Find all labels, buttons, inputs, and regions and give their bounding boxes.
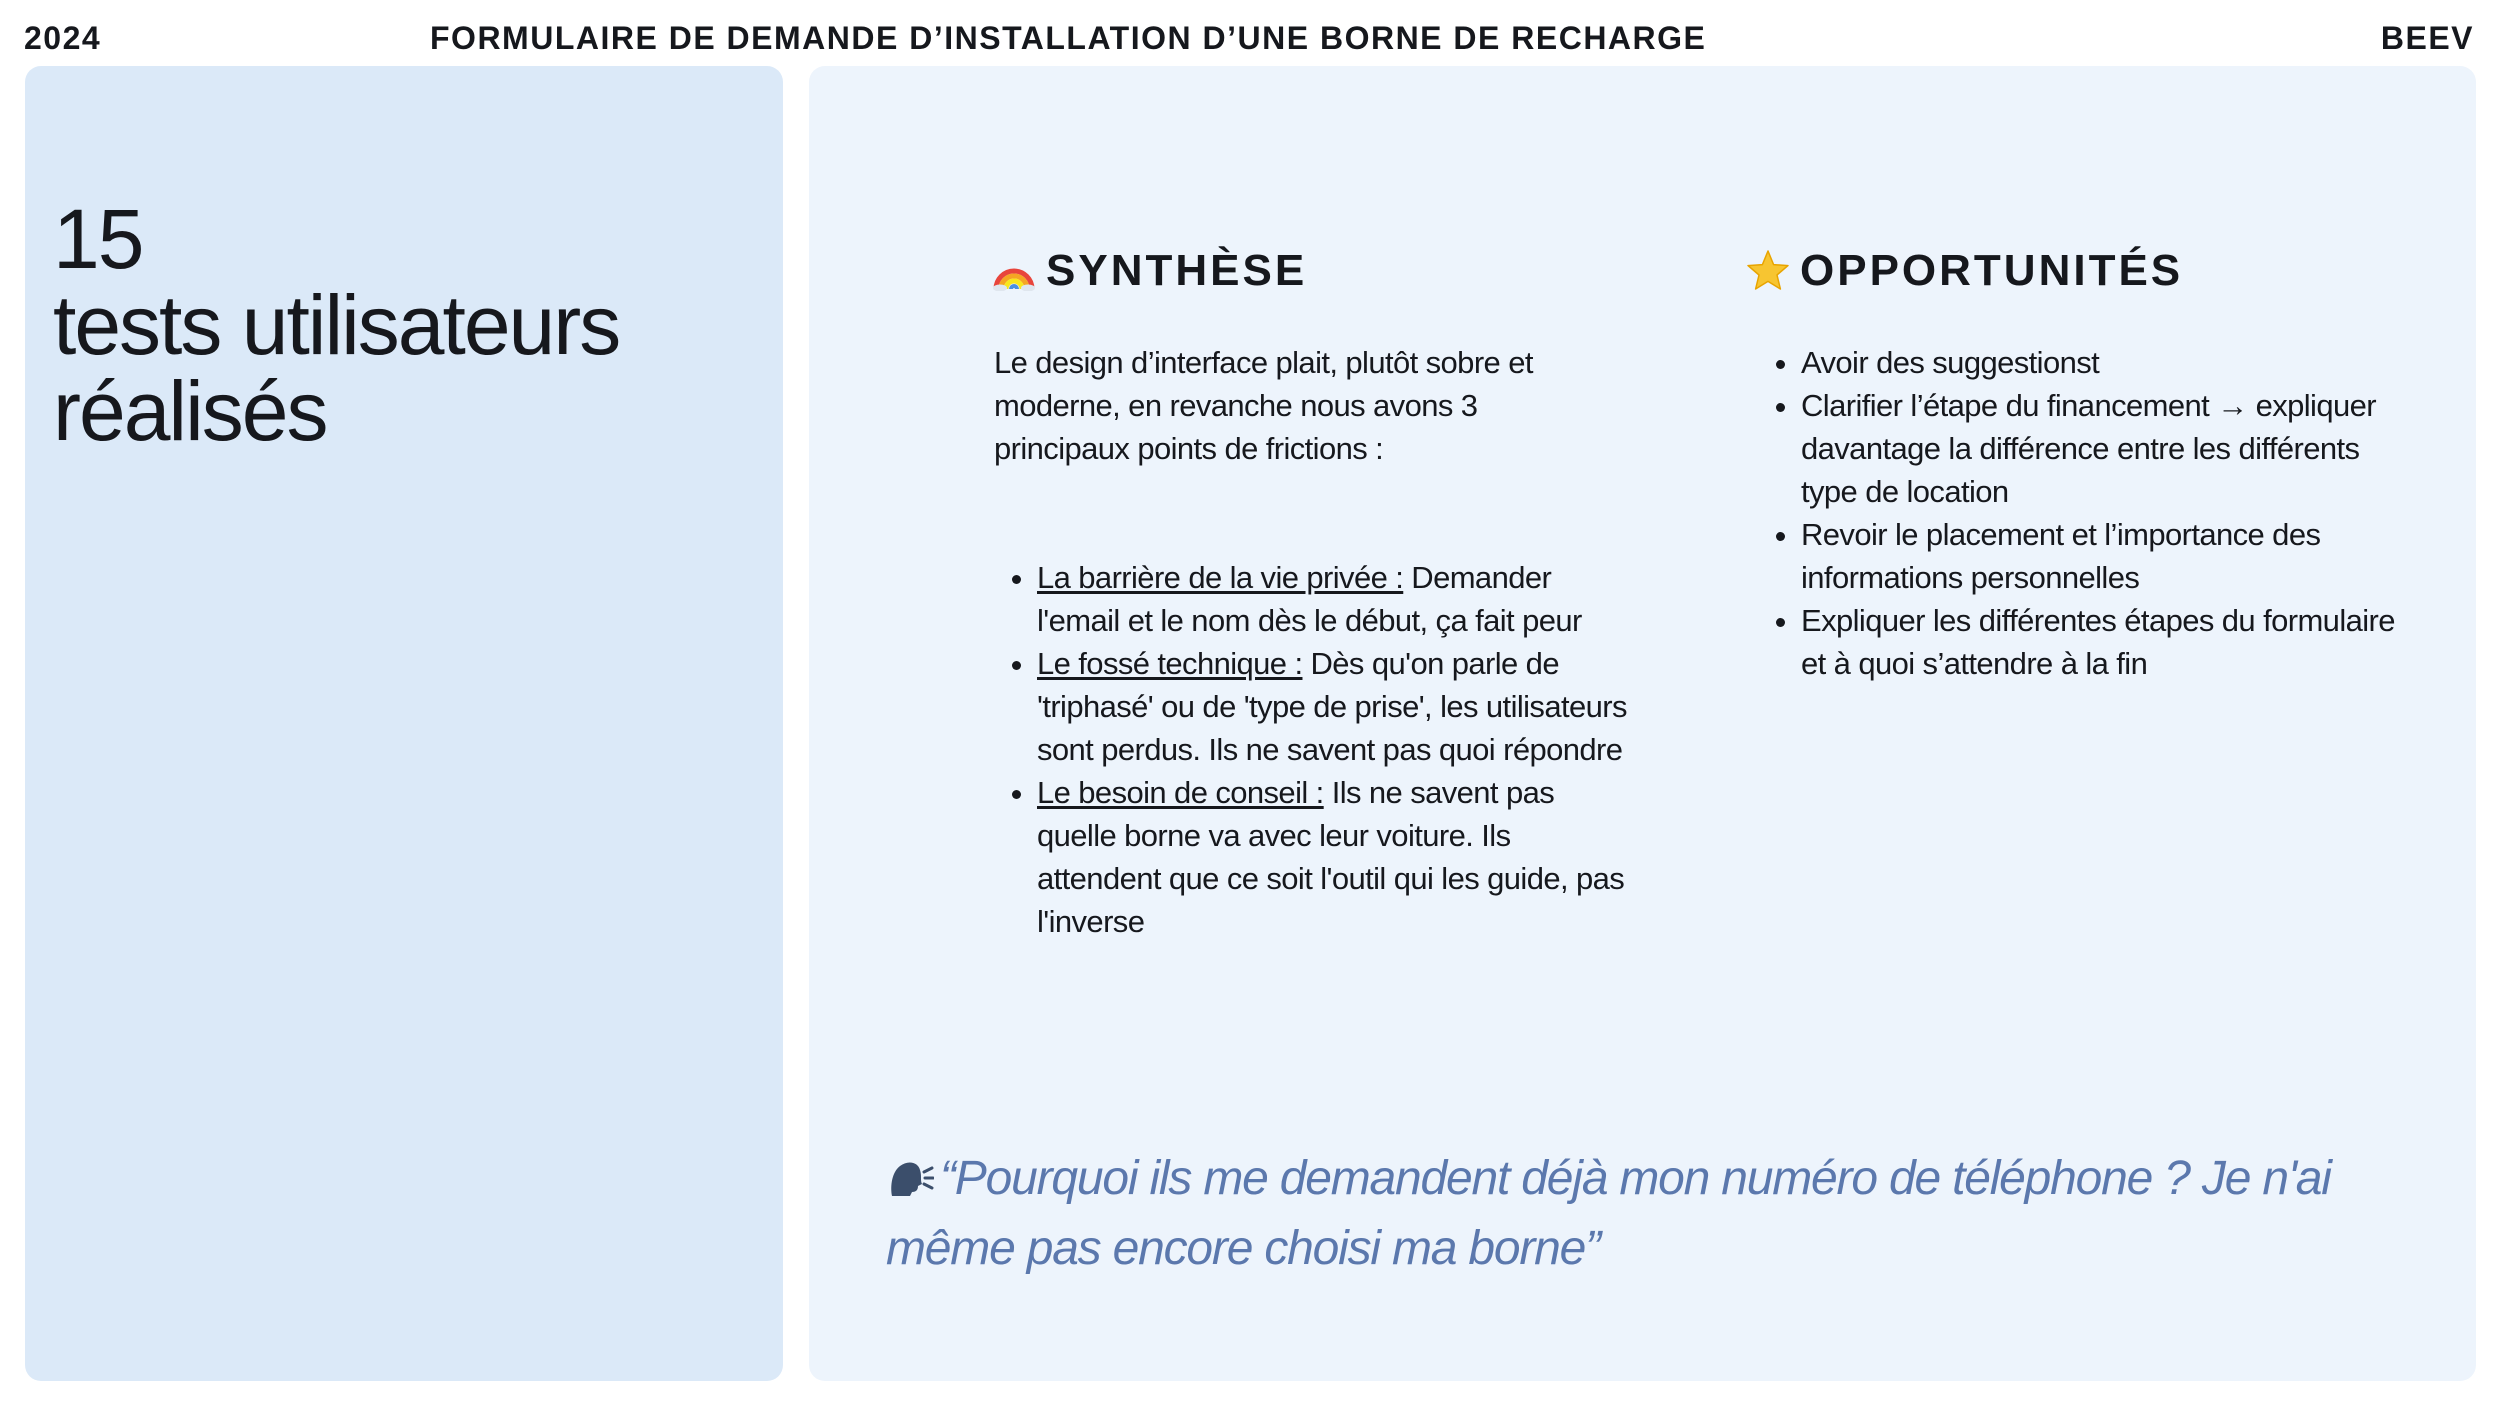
friction-list <box>994 556 1627 943</box>
speaking-head-icon <box>886 1148 934 1188</box>
stat-line-2: réalisés <box>53 364 327 458</box>
quote-text: “Pourquoi ils me demandent déjà mon numéro de téléphone ? Je n'ai même pas encore choisi ma borne” <box>886 1152 2331 1275</box>
header-year: 2024 <box>24 20 102 56</box>
friction-text: Dès qu'on parle de 'triphasé' ou de 'type de prise', les utilisateurs sont perdus. Ils ne savent pas quoi répondre <box>1037 646 1627 767</box>
header-brand: BEEV <box>2380 20 2474 56</box>
user-quote <box>886 1144 2436 1284</box>
synthese-heading <box>992 246 1307 302</box>
header-title: FORMULAIRE DE DEMANDE D’INSTALLATION D’UNE BORNE DE RECHARGE <box>430 20 1707 56</box>
synthese-heading-text: SYNTHÈSE <box>1046 246 1308 295</box>
list-item <box>1037 642 1627 771</box>
list-item: • Clarifier l’étape du financement → expliquer davantage la différence entre les différents type de location <box>1801 384 2421 513</box>
list-item <box>1037 771 1627 943</box>
stat-line-1: tests utilisateurs <box>53 278 620 372</box>
opportunites-heading-text: OPPORTUNITÉS <box>1800 246 2184 295</box>
list-item: • Revoir le placement et l’importance des informations personnelles <box>1801 513 2421 599</box>
friction-label: La barrière de la vie privée : <box>1037 560 1404 595</box>
stat-card <box>25 66 783 1381</box>
friction-text: Ils ne savent pas quelle borne va avec leur voiture. Ils attendent que ce soit l'outil qui les guide, pas l'inverse <box>1037 775 1625 939</box>
rainbow-icon <box>992 252 1036 302</box>
stat-number: 15 <box>53 192 143 286</box>
friction-text: Demander l'email et le nom dès le début, ça fait peur <box>1037 560 1582 638</box>
stat-block <box>53 192 620 458</box>
findings-card <box>809 66 2476 1381</box>
opportunities-list <box>1759 341 2421 685</box>
list-item: • Avoir des suggestionst <box>1801 341 2421 384</box>
list-item <box>1037 556 1627 642</box>
friction-label: Le fossé technique : <box>1037 646 1303 681</box>
friction-label: Le besoin de conseil : <box>1037 775 1324 810</box>
list-item: • Expliquer les différentes étapes du formulaire et à quoi s’attendre à la fin <box>1801 599 2421 685</box>
opportunites-heading <box>1746 246 2183 302</box>
synthese-intro: Le design d’interface plait, plutôt sobre et moderne, en revanche nous avons 3 principaux points de frictions : <box>994 345 1533 466</box>
star-icon <box>1746 249 1790 302</box>
